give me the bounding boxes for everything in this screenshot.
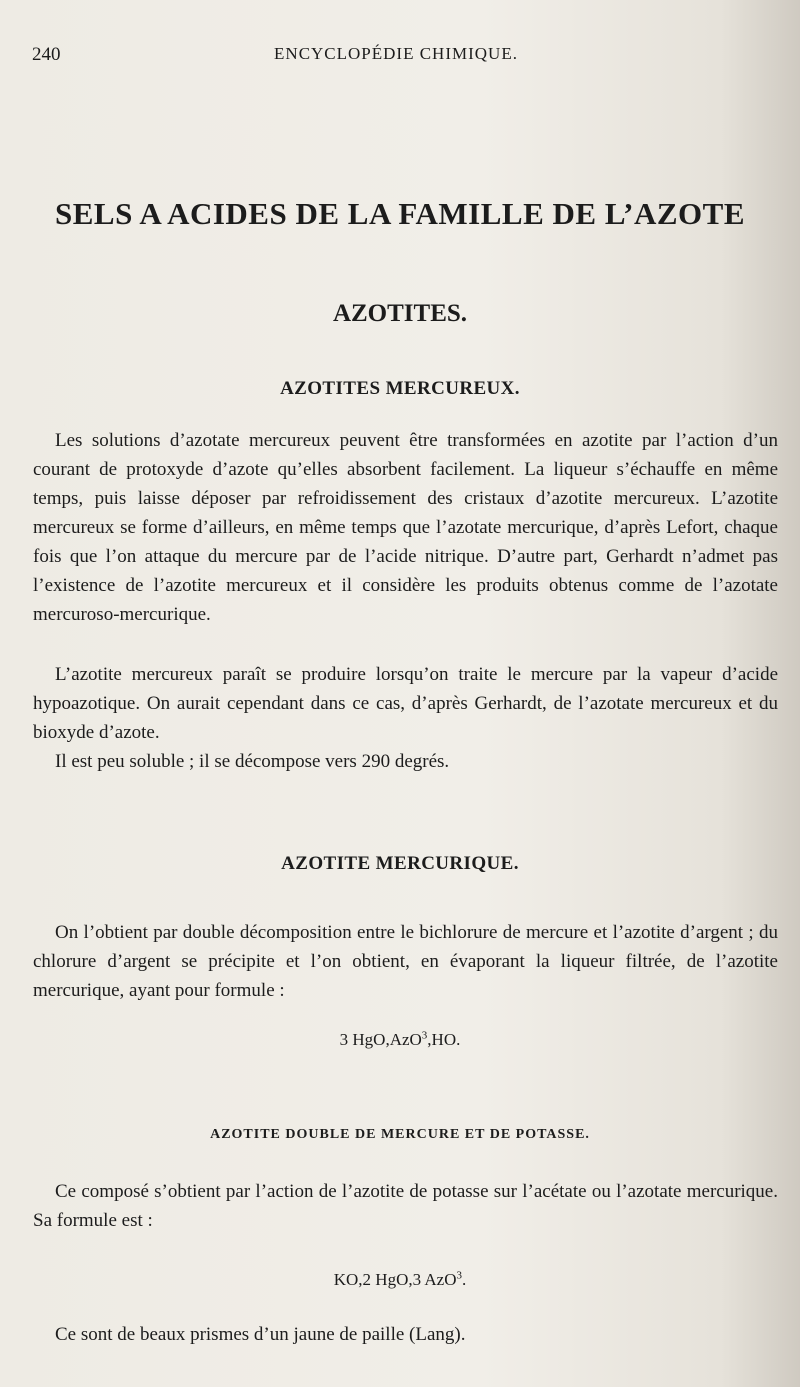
section-heading-azotites-mercureux: AZOTITES MERCUREUX.: [280, 378, 520, 399]
section-heading-azotite-mercurique: AZOTITE MERCURIQUE.: [281, 853, 519, 874]
formula-superscript: 3: [456, 1269, 463, 1282]
formula-base: 3 HgO,AzO: [339, 1030, 422, 1049]
paragraph: L’azotite mercureux paraît se produire lorsqu’on traite le mercure par la vapeur d’acide hypoazotique. On aurait cependant dans ce cas, d’après Gerhardt, de l’azotate mercureux et du bioxyde d’azote.: [33, 664, 778, 743]
chemical-formula: [0, 1270, 800, 1290]
formula-tail: ,HO.: [427, 1030, 461, 1049]
section-heading-azotite-double: AZOTITE DOUBLE DE MERCURE ET DE POTASSE.: [210, 1127, 590, 1142]
formula-superscript: 3: [421, 1029, 428, 1042]
running-head: [32, 44, 760, 68]
formula-tail: .: [462, 1270, 467, 1289]
main-title: SELS A ACIDES DE LA FAMILLE DE L’AZOTE: [54, 196, 746, 231]
running-title: ENCYCLOPÉDIE CHIMIQUE.: [274, 44, 518, 63]
page-number: 240: [32, 44, 61, 65]
paragraph: Ce sont de beaux prismes d’un jaune de paille (Lang).: [55, 1324, 466, 1345]
paragraph: On l’obtient par double décomposition entre le bichlorure de mercure et l’azotite d’argent ; du chlorure d’argent se précipite et l’on obtient, en évaporant la liqueur filtrée, de l’azotite mercurique, ayant pour formule :: [33, 922, 778, 1001]
formula-base: KO,2 HgO,3 AzO: [333, 1270, 457, 1289]
paragraph: Ce composé s’obtient par l’action de l’azotite de potasse sur l’acétate ou l’azotate mercurique. Sa formule est :: [33, 1181, 778, 1231]
paragraph: Les solutions d’azotate mercureux peuvent être transformées en azotite par l’action d’un courant de protoxyde d’azote qu’elles absorbent facilement. La liqueur s’échauffe en même temps, puis laisse déposer par refroidissement des cristaux d’azotite mercureux. L’azotite mercureux se forme d’ailleurs, en même temps que l’azotate mercurique, d’après Lefort, chaque fois que l’on attaque du mercure par de l’acide nitrique. D’autre part, Gerhardt n’admet pas l’existence de l’azotite mercureux et il considère les produits obtenus comme de l’azotate mercuroso-mercurique.: [33, 430, 778, 625]
section-title: AZOTITES.: [332, 300, 468, 327]
chemical-formula: [0, 1030, 800, 1050]
paragraph: Il est peu soluble ; il se décompose vers 290 degrés.: [55, 751, 450, 772]
